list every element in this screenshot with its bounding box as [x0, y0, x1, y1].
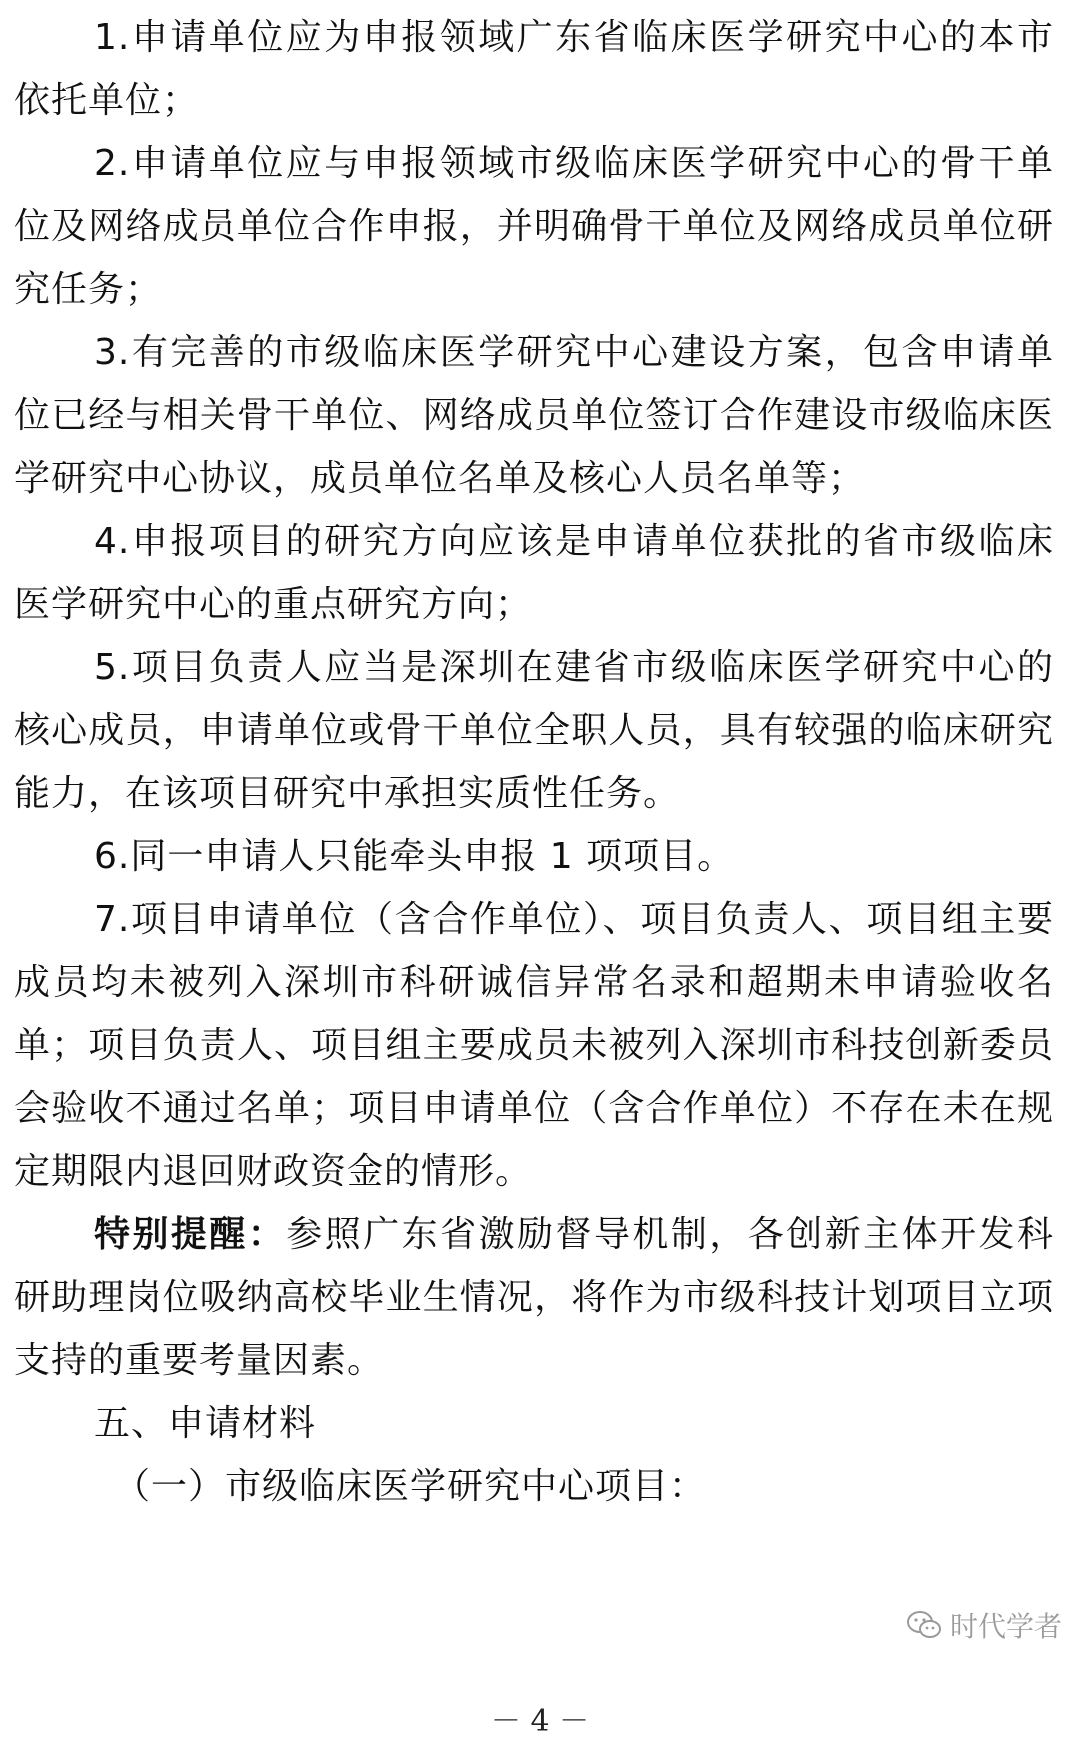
paragraph-item-6: 6.同一申请人只能牵头申报 1 项项目。: [94, 836, 735, 877]
reminder-label: 特别提醒：: [94, 1214, 287, 1255]
paragraph-item-3: 3.有完善的市级临床医学研究中心建设方案，包含申请单位已经与相关骨干单位、网络成员单位签订合作建设市级临床医学研究中心协议，成员单位名单及核心人员名单等；: [14, 332, 1054, 499]
wechat-icon: [906, 1610, 942, 1640]
special-reminder: [14, 1203, 1054, 1392]
paragraph-item-1: 1.申请单位应为申报领域广东省临床医学研究中心的本市依托单位；: [14, 17, 1054, 121]
document-body: [14, 6, 1054, 1518]
watermark-text: 时代学者: [949, 1610, 1062, 1643]
paragraph-item-7: 7.项目申请单位（含合作单位）、项目负责人、项目组主要成员均未被列入深圳市科研诚信异常名录和超期未申请验收名单；项目负责人、项目组主要成员未被列入深圳市科技创新委员会验收不通过名单；项目申请单位（含合作单位）不存在未在规定期限内退回财政资金的情形。: [14, 899, 1054, 1192]
subsection-heading: （一）市级临床医学研究中心项目：: [114, 1466, 707, 1507]
paragraph-item-4: 4.申报项目的研究方向应该是申请单位获批的省市级临床医学研究中心的重点研究方向；: [14, 521, 1054, 625]
reminder-text: 参照广东省激励督导机制，各创新主体开发科研助理岗位吸纳高校毕业生情况，将作为市级科技计划项目立项支持的重要考量因素。: [14, 1214, 1054, 1381]
paragraph-item-2: 2.申请单位应与申报领域市级临床医学研究中心的骨干单位及网络成员单位合作申报，并明确骨干单位及网络成员单位研究任务；: [14, 143, 1054, 310]
page-number: － 4 －: [490, 1704, 590, 1739]
watermark: [906, 1605, 1062, 1645]
paragraph-item-5: 5.项目负责人应当是深圳在建省市级临床医学研究中心的核心成员，申请单位或骨干单位全职人员，具有较强的临床研究能力，在该项目研究中承担实质性任务。: [14, 647, 1054, 814]
section-heading: 五、申请材料: [94, 1403, 317, 1444]
